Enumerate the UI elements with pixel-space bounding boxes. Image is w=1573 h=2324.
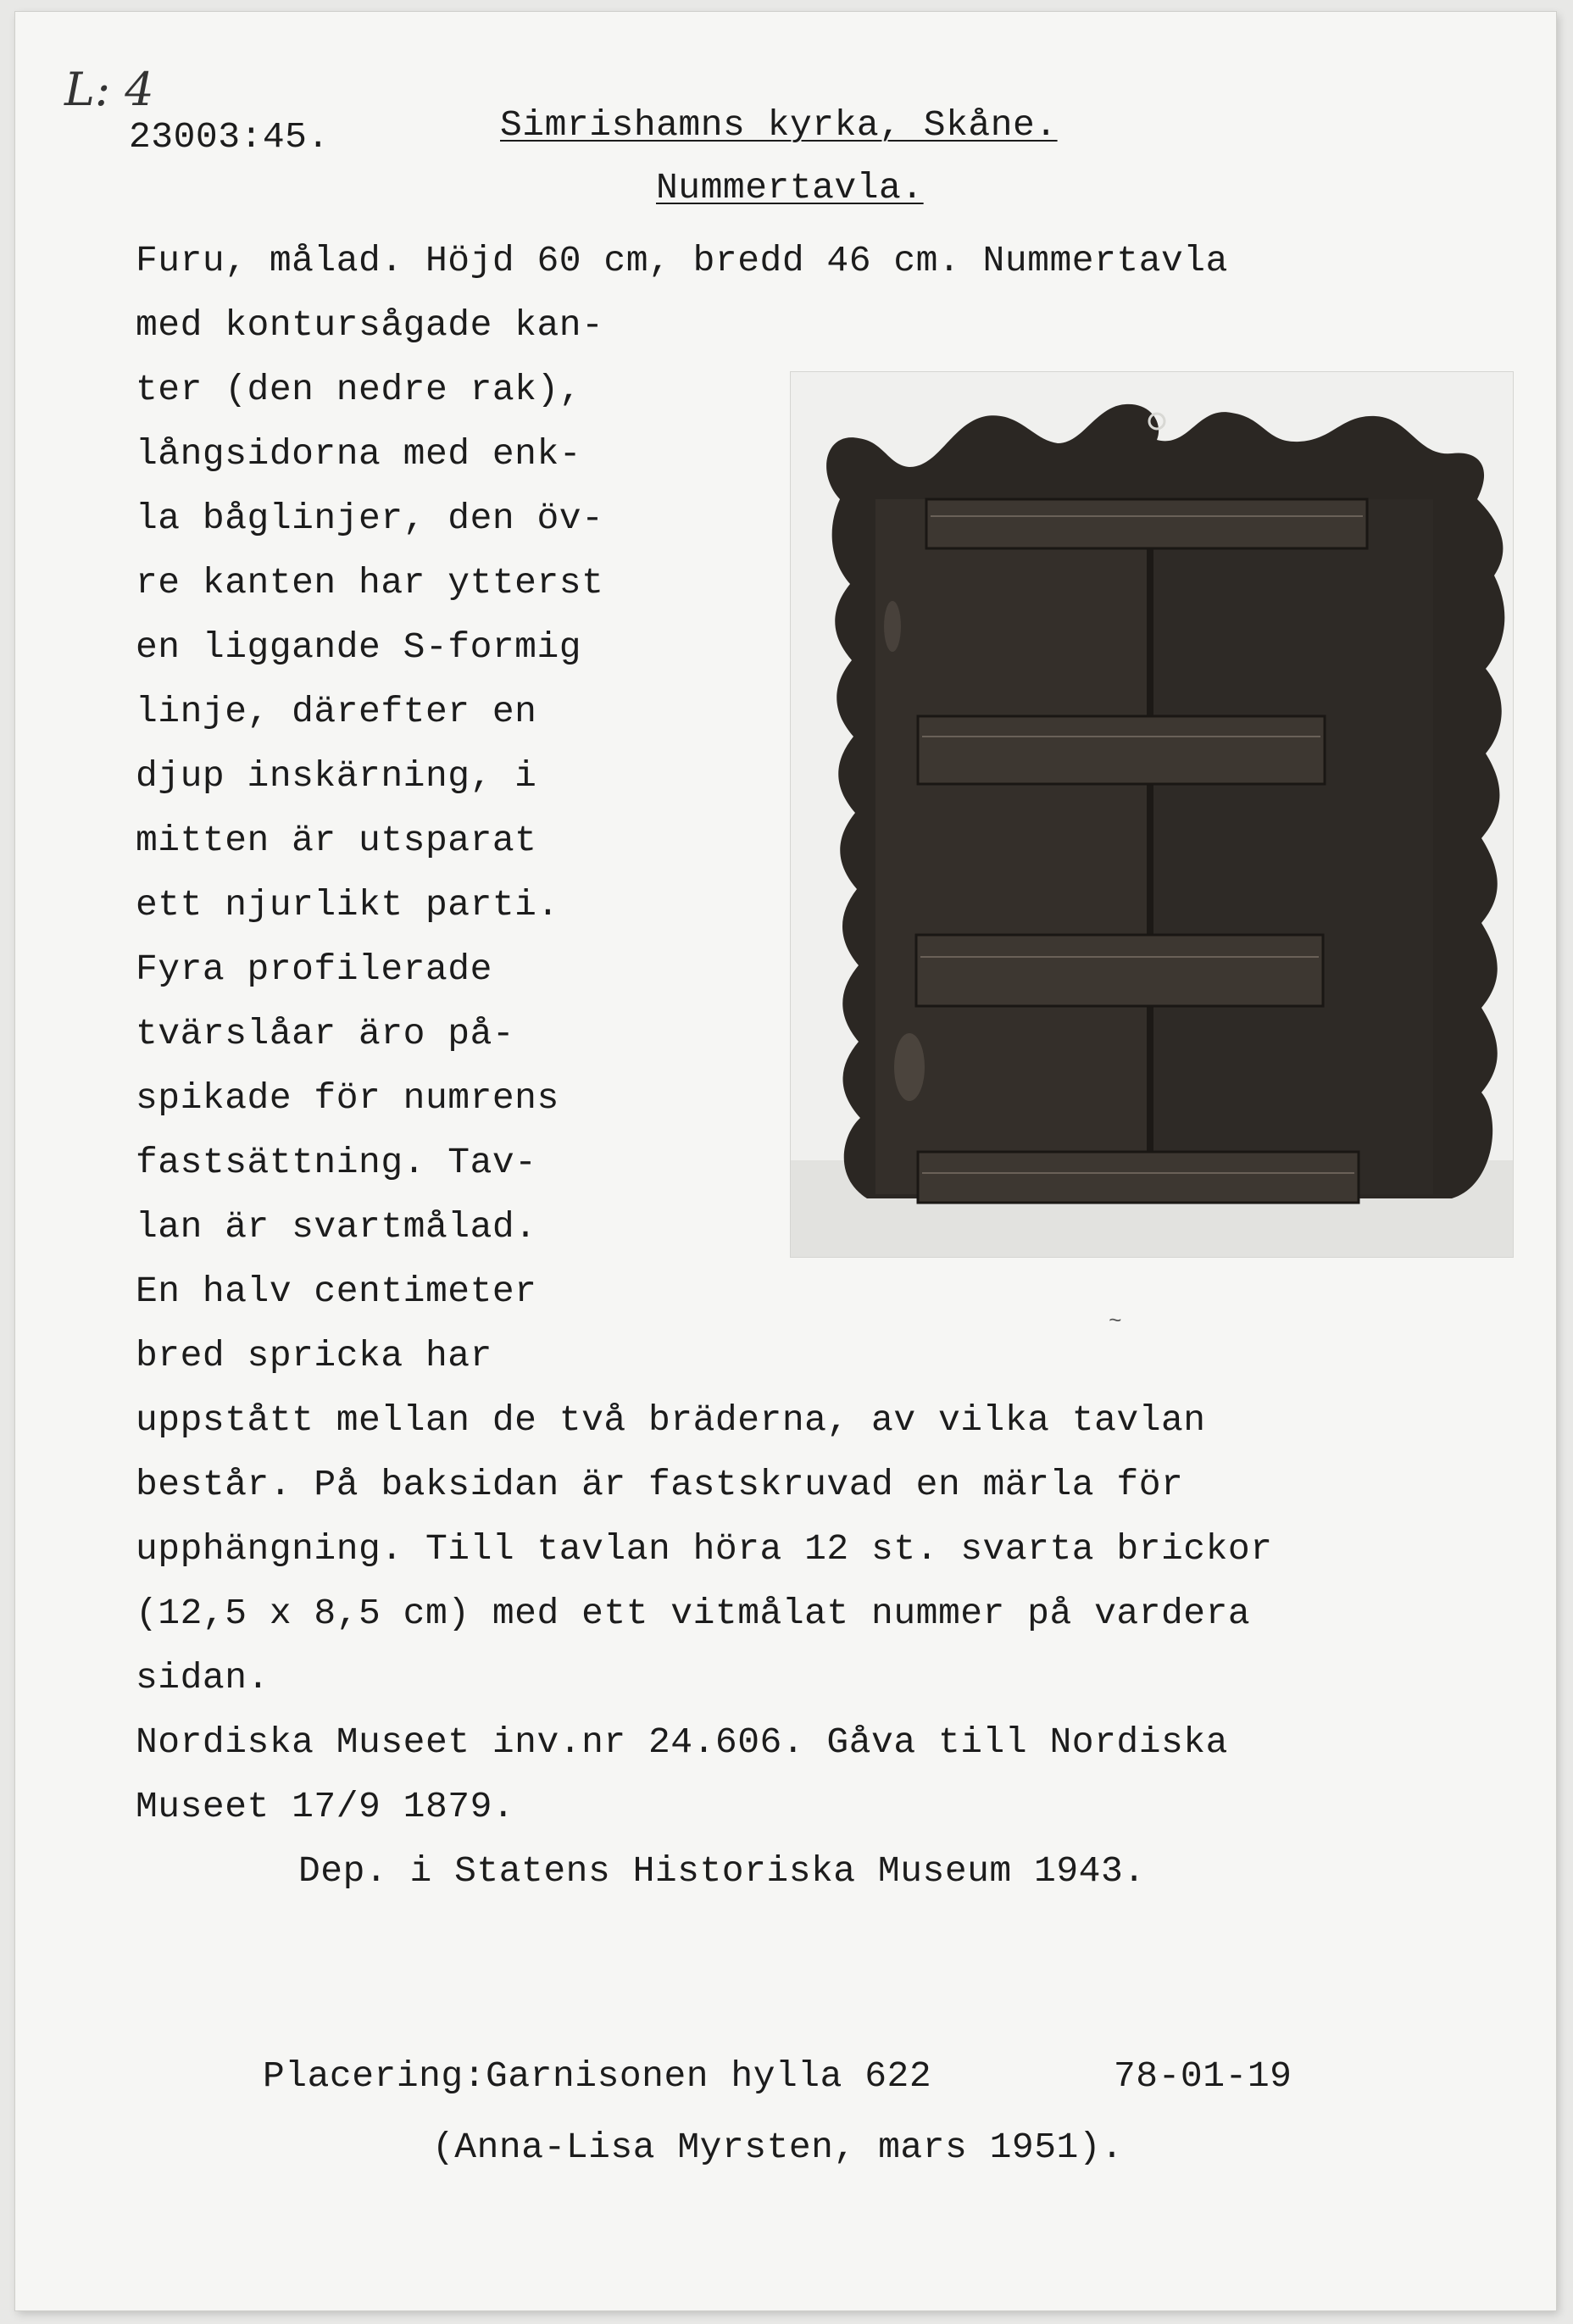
description-line: mitten är utsparat: [136, 820, 537, 861]
description-line: uppstått mellan de två bräderna, av vilka tavlan: [136, 1399, 1206, 1441]
placement-text: Placering:Garnisonen hylla 622: [263, 2055, 932, 2097]
placement-date: 78-01-19: [1114, 2055, 1292, 2097]
description-line: ter (den nedre rak),: [136, 369, 582, 410]
description-line: ett njurlikt parti.: [136, 884, 559, 926]
description-line: la båglinjer, den öv-: [136, 498, 604, 539]
location-title: Simrishamns kyrka, Skåne.: [500, 104, 1058, 146]
object-name: Nummertavla.: [656, 167, 924, 208]
catalog-card: [15, 12, 1556, 2310]
number-board-photo-icon: [791, 372, 1513, 1257]
description-line: Nordiska Museet inv.nr 24.606. Gåva till Nordiska: [136, 1721, 1228, 1763]
description-line: sidan.: [136, 1657, 270, 1699]
description-line: Museet 17/9 1879.: [136, 1786, 515, 1827]
description-line: långsidorna med enk-: [136, 433, 582, 475]
description-line: upphängning. Till tavlan höra 12 st. svarta brickor: [136, 1528, 1273, 1570]
description-line: spikade för numrens: [136, 1077, 559, 1119]
author-line: (Anna-Lisa Myrsten, mars 1951).: [432, 2127, 1124, 2168]
description-line: En halv centimeter: [136, 1270, 537, 1312]
description-line: tvärslåar äro på-: [136, 1013, 515, 1054]
corner-mark: L: 4: [64, 63, 154, 116]
description-line: fastsättning. Tav-: [136, 1142, 537, 1183]
object-photo: [790, 371, 1514, 1258]
description-line: re kanten har ytterst: [136, 562, 604, 603]
description-line: linje, därefter en: [136, 691, 537, 732]
pencil-mark: ~: [1109, 1309, 1122, 1334]
description-line: Fyra profilerade: [136, 948, 492, 990]
description-line: (12,5 x 8,5 cm) med ett vitmålat nummer på vardera: [136, 1593, 1251, 1634]
inventory-number: 23003:45.: [129, 116, 330, 158]
deposit-line: Dep. i Statens Historiska Museum 1943.: [298, 1850, 1146, 1892]
description-line: lan är svartmålad.: [136, 1206, 537, 1248]
description-line: består. På baksidan är fastskruvad en märla för: [136, 1464, 1184, 1505]
description-line: Furu, målad. Höjd 60 cm, bredd 46 cm. Nummertavla: [136, 240, 1228, 281]
description-line: med kontursågade kan-: [136, 304, 604, 346]
description-line: djup inskärning, i: [136, 755, 537, 797]
description-line: bred spricka har: [136, 1335, 492, 1376]
description-line: en liggande S-formig: [136, 626, 582, 668]
